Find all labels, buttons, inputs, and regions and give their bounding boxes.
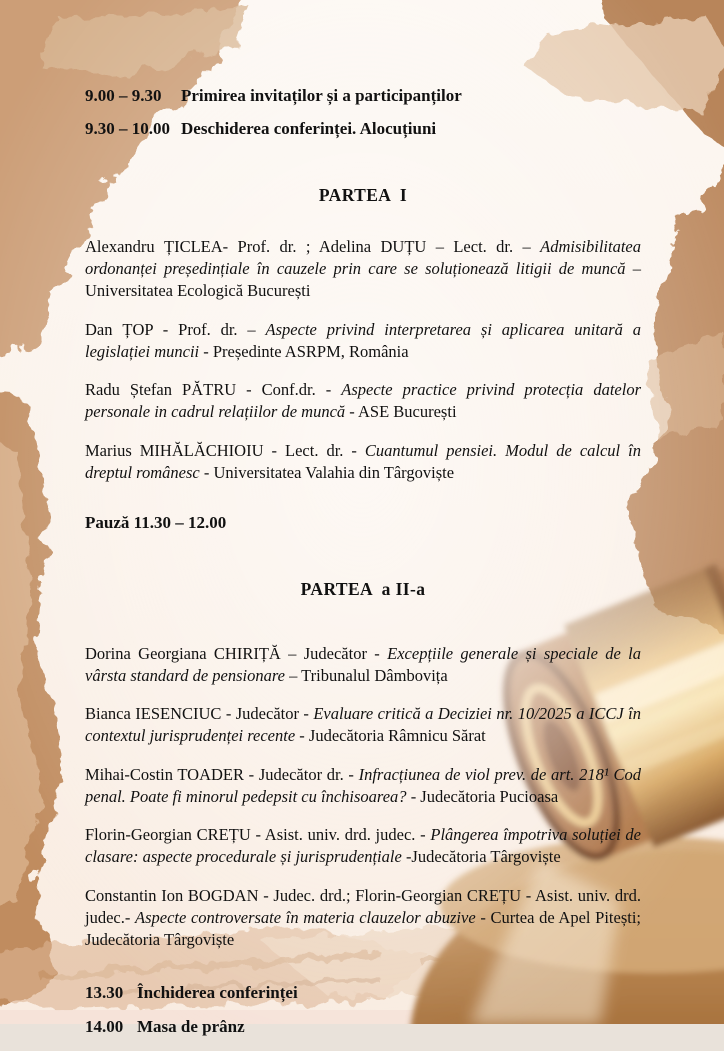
- speaker-entry: Florin-Georgian CREȚU - Asist. univ. drd. judec. - Plângerea împotriva soluției de clasare: aspecte procedurale și jurisprudențiale -Judecătoria Târgoviște: [85, 825, 641, 866]
- schedule-time: 9.30 – 10.00: [85, 119, 170, 138]
- speaker-entry: Radu Ștefan PĂTRU - Conf.dr. - Aspecte practice privind protecția datelor personale in cadrul relațiilor de muncă - ASE București: [85, 380, 641, 421]
- speaker-entry: Bianca IESENCIUC - Judecător - Evaluare critică a Deciziei nr. 10/2025 a ICCJ în contextul jurisprudenței recente - Judecătoria Râmnicu Sărat: [85, 704, 642, 745]
- schedule-label: Primirea invitaților și a participanților: [181, 86, 462, 105]
- schedule-label: Deschiderea conferinței. Alocuțiuni: [181, 119, 437, 138]
- schedule-label: Masa de prânz: [137, 1016, 245, 1036]
- schedule-label: Închiderea conferinței: [137, 982, 298, 1002]
- schedule-time: 14.00: [85, 1016, 124, 1036]
- speaker-entry: Alexandru ȚICLEA- Prof. dr. ; Adelina DUȚU – Lect. dr. – Admisibilitatea ordonanței președințiale în cauzele prin care se soluționează litigii de muncă – Universitatea Ecologică București: [85, 237, 641, 300]
- part1-heading: PARTEA I: [318, 185, 408, 205]
- schedule-row: [85, 119, 641, 139]
- part2-heading: PARTEA a II-a: [300, 578, 426, 599]
- program-content: [85, 86, 641, 1051]
- schedule-time: 9.00 – 9.30: [85, 86, 162, 105]
- speaker-entry: Constantin Ion BOGDAN - Judec. drd.; Florin-Georgian CREȚU - Asist. univ. drd. judec.- Aspecte controversate în materia clauzelor abuzive - Curtea de Apel Pitești; Judecătoria Târgoviște: [85, 885, 641, 949]
- break-label: Pauză 11.30 – 12.00: [85, 512, 227, 532]
- schedule-row: [85, 983, 641, 1003]
- speaker-entry: Marius MIHĂLĂCHIOIU - Lect. dr. - Cuantumul pensiei. Modul de calcul în dreptul românesc - Universitatea Valahia din Târgoviște: [85, 440, 641, 482]
- speaker-entry: Mihai-Costin TOADER - Judecător dr. - Infracțiunea de viol prev. de art. 218¹ Cod penal. Poate fi minorul pedepsit cu închisoarea? - Judecătoria Pucioasa: [85, 764, 641, 806]
- speaker-entry: Dorina Georgiana CHIRIȚĂ – Judecător - Excepțiile generale și speciale de la vârsta standard de pensionare – Tribunalul Dâmbovița: [85, 643, 641, 685]
- schedule-row: [85, 86, 641, 106]
- schedule-row: [85, 1017, 641, 1037]
- schedule-time: 13.30: [85, 982, 124, 1002]
- closing-schedule: [85, 983, 641, 1037]
- speaker-entry: Dan ȚOP - Prof. dr. – Aspecte privind interpretarea și aplicarea unitară a legislației muncii - Președinte ASRPM, România: [85, 319, 641, 361]
